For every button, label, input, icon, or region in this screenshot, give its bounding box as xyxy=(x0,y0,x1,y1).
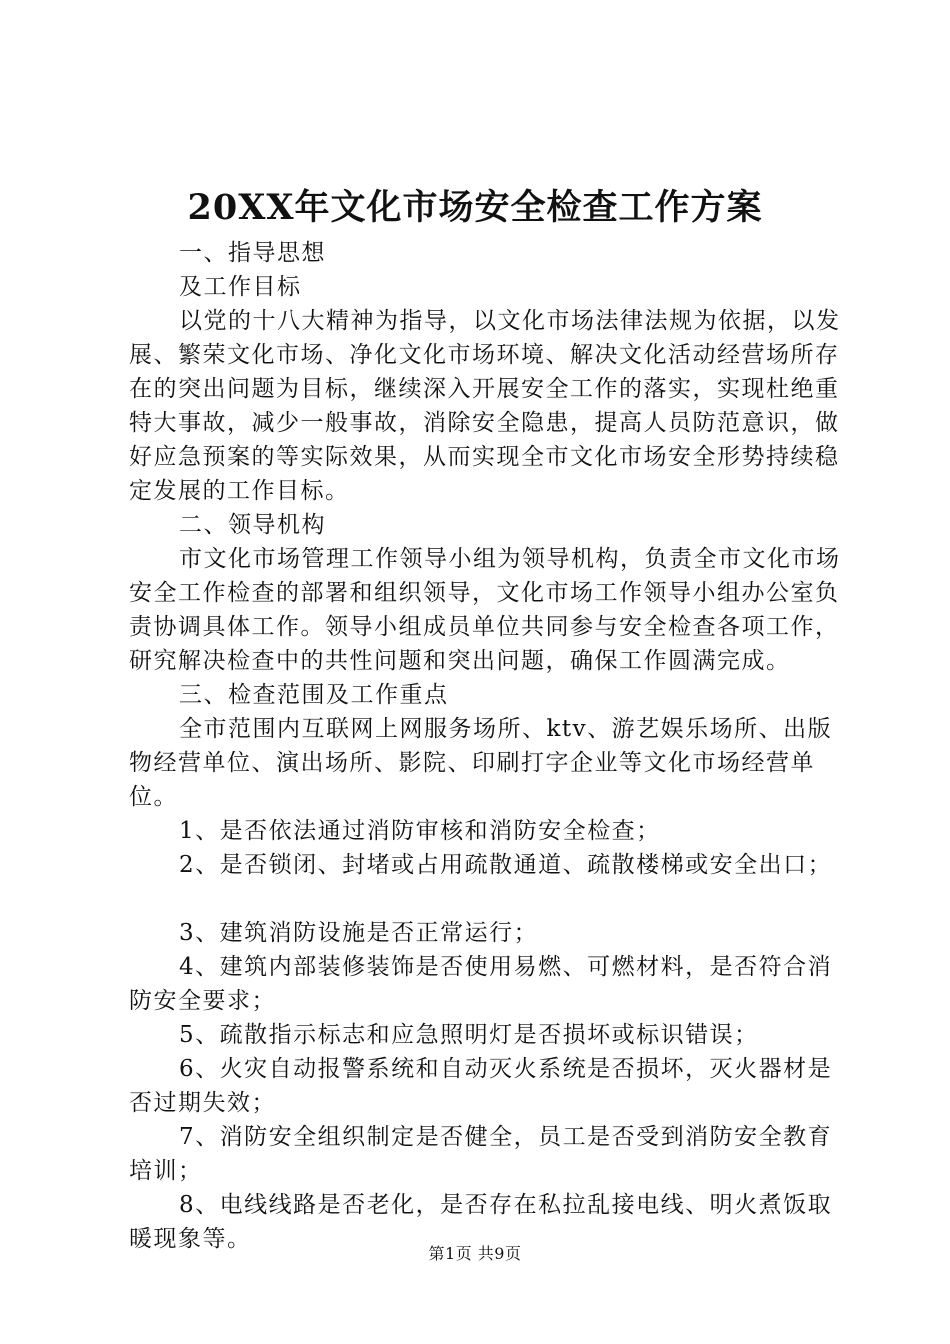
heading-scope: 三、检查范围及工作重点 xyxy=(179,682,449,708)
list-item-7: 7、消防安全组织制定是否健全，员工是否受到消防安全教育培训； xyxy=(129,1124,833,1184)
list-item-3: 3、建筑消防设施是否正常运行； xyxy=(179,920,539,946)
document-title: 20XX年文化市场安全检查工作方案 xyxy=(187,187,763,228)
list-item-6: 6、火灾自动报警系统和自动灭火系统是否损坏，灭火器材是否过期失效； xyxy=(129,1056,833,1116)
paragraph-leadership-content: 市文化市场管理工作领导小组为领导机构，负责全市文化市场安全工作检查的部署和组织领导，文化市场工作领导小组办公室负责协调具体工作。领导小组成员单位共同参与安全检查各项工作，研究解决检查中的共性问题和突出问题，确保工作圆满完成。 xyxy=(129,546,841,674)
paragraph-scope-content: 全市范围内互联网上网服务场所、ktv、游艺娱乐场所、出版物经营单位、演出场所、影院、印刷打字企业等文化市场经营单位。 xyxy=(129,716,833,810)
heading-work-goal: 及工作目标 xyxy=(179,274,302,300)
page-footer: 第1页 共9页 xyxy=(428,1244,522,1263)
blank-line xyxy=(129,882,843,916)
list-item-1: 1、是否依法通过消防审核和消防安全检查； xyxy=(179,818,661,844)
paragraph-guiding-content: 以党的十八大精神为指导，以文化市场法律法规为依据，以发展、繁荣文化市场、净化文化市场环境、解决文化活动经营场所存在的突出问题为目标，继续深入开展安全工作的落实，实现杜绝重特大事故，减少一般事故，消除安全隐患，提高人员防范意识，做好应急预案的等实际效果，从而实现全市文化市场安全形势持续稳定发展的工作目标。 xyxy=(129,308,841,504)
document-body xyxy=(129,236,843,1256)
list-item-2: 2、是否锁闭、封堵或占用疏散通道、疏散楼梯或安全出口； xyxy=(179,852,833,878)
list-item-5: 5、疏散指示标志和应急照明灯是否损坏或标识错误； xyxy=(179,1022,759,1048)
list-item-4: 4、建筑内部装修装饰是否使用易燃、可燃材料，是否符合消防安全要求； xyxy=(129,954,833,1014)
heading-leadership: 二、领导机构 xyxy=(179,512,326,538)
heading-guiding-thought: 一、指导思想 xyxy=(179,240,326,266)
list-item-8: 8、电线线路是否老化，是否存在私拉乱接电线、明火煮饭取暖现象等。 xyxy=(129,1192,833,1252)
